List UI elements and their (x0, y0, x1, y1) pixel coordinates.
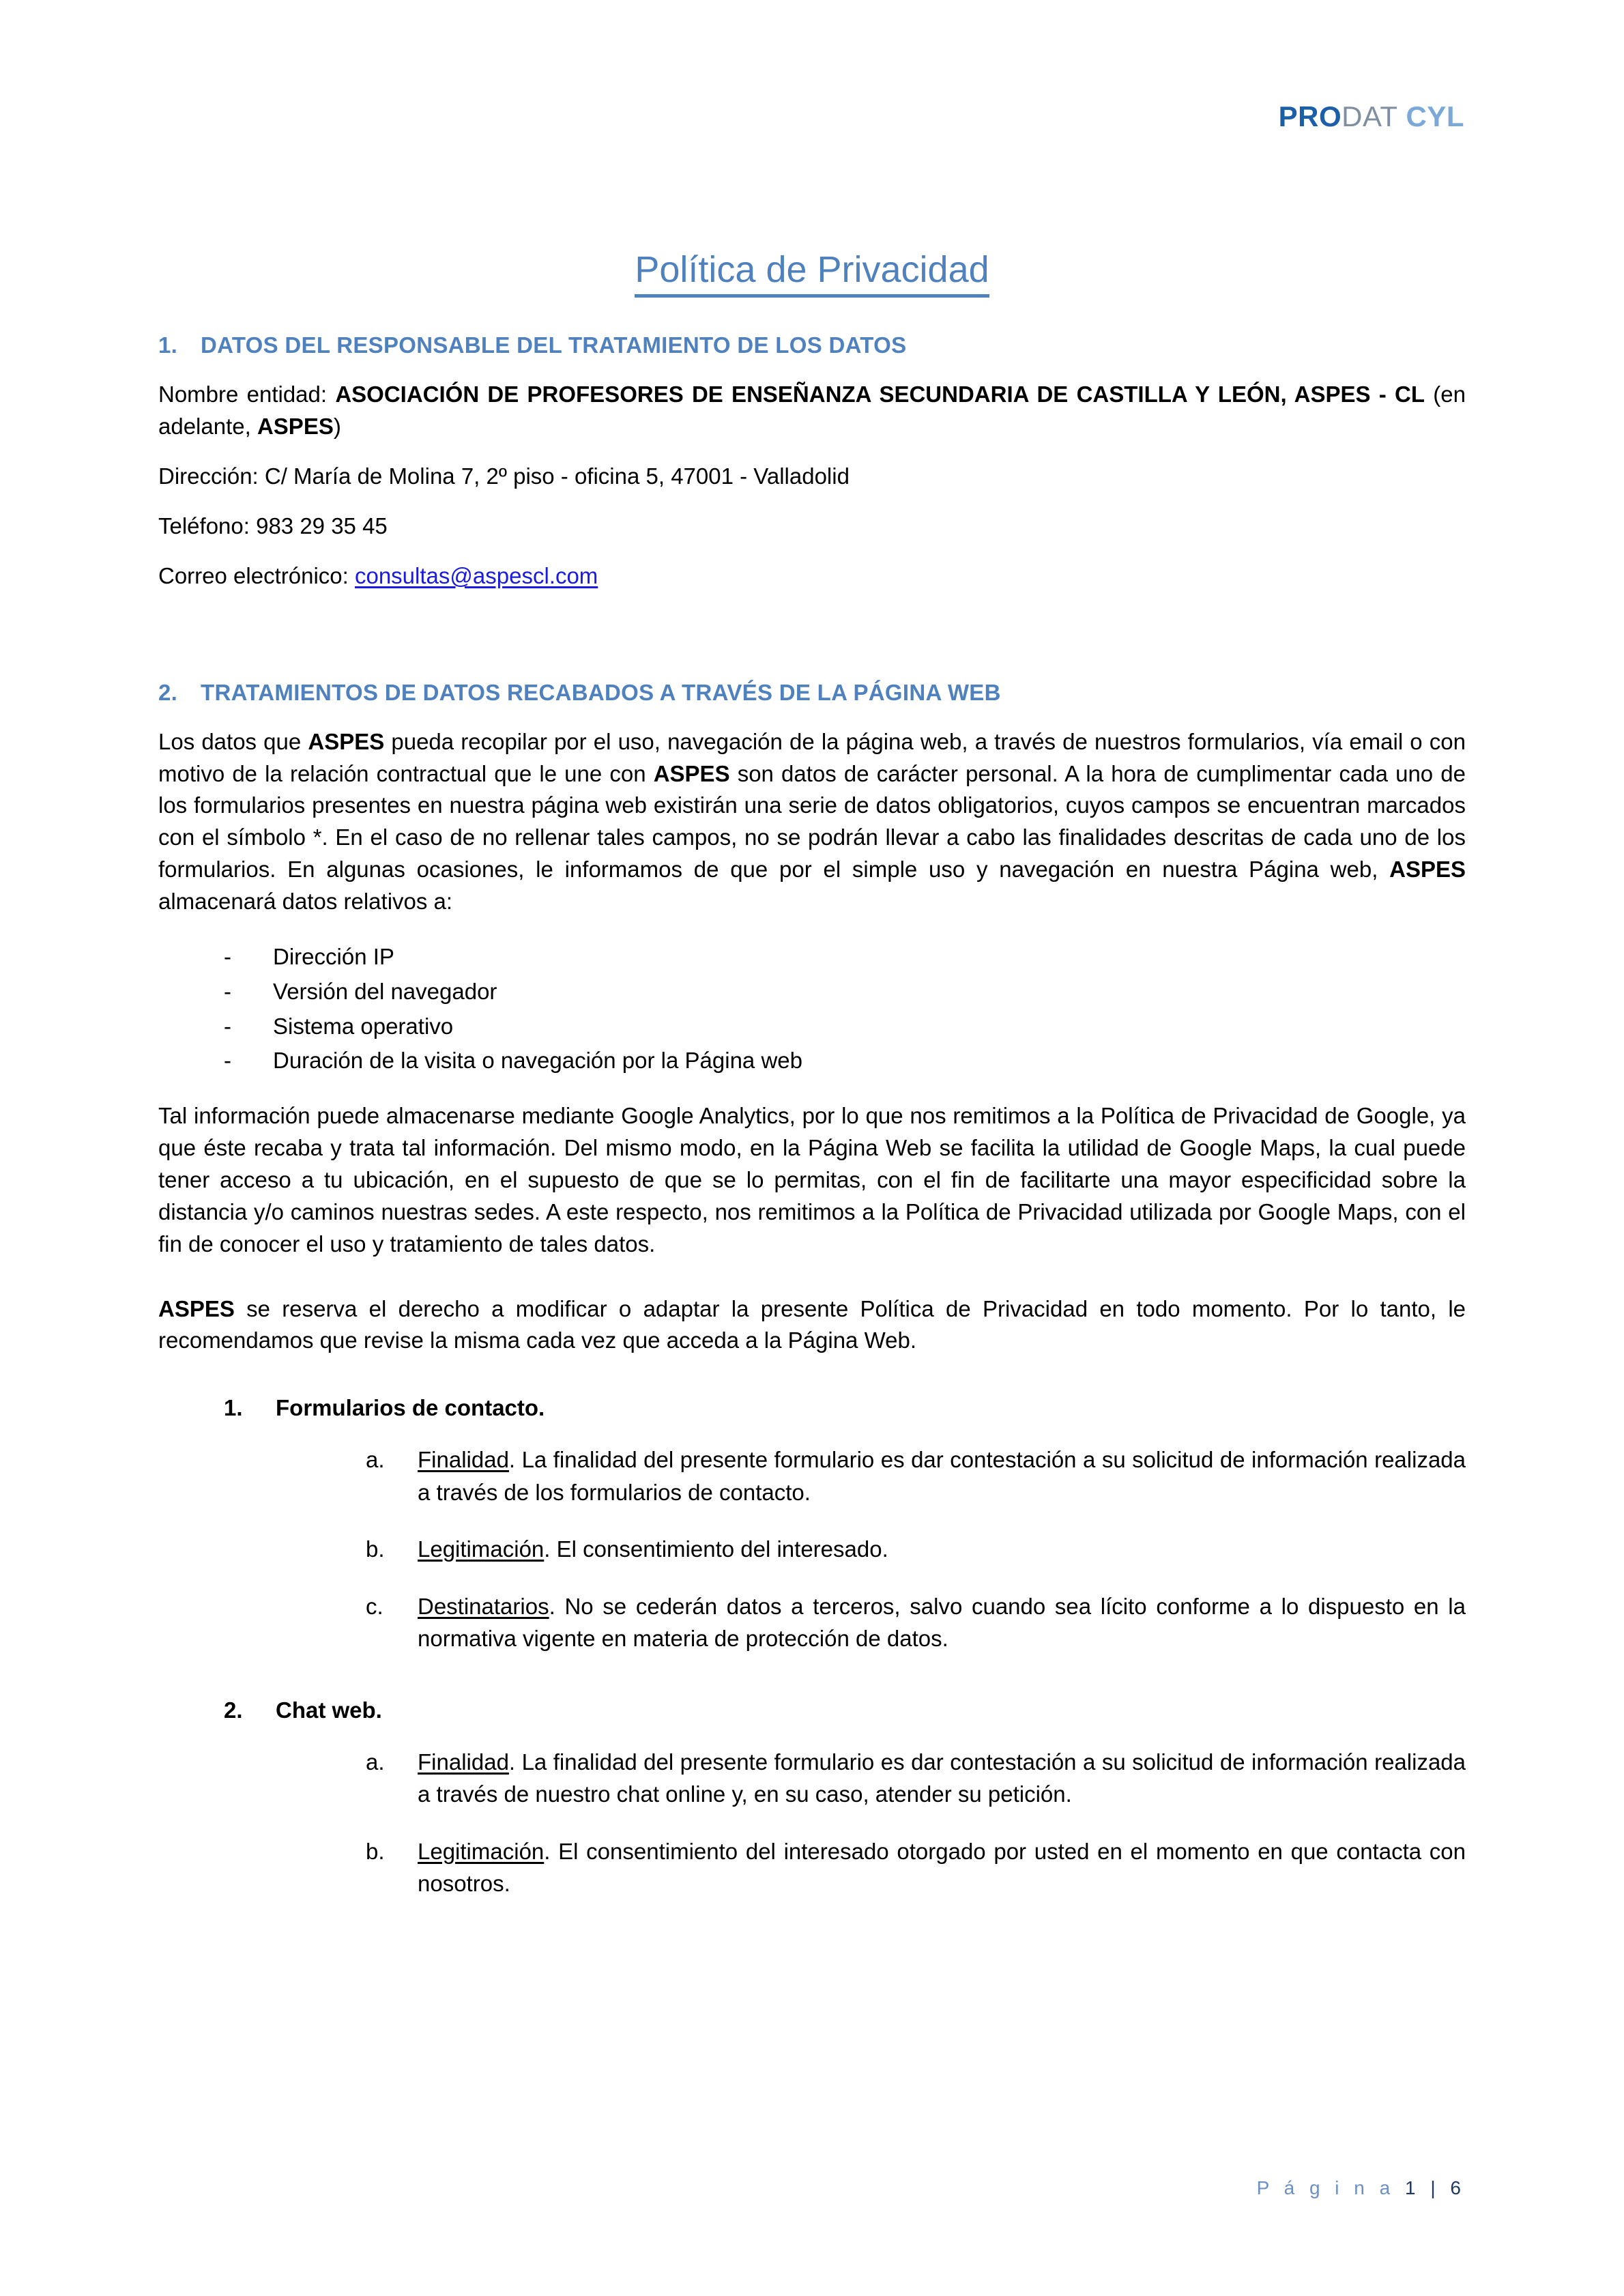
intro-bold-3: ASPES (1389, 857, 1466, 882)
list-item (158, 1011, 1466, 1043)
subitem-term: Legitimación (418, 1838, 545, 1864)
entity-name-label: Nombre entidad: (158, 382, 336, 407)
subitem-legitimacion (158, 1835, 1466, 1900)
list-item-label: Duración de la visita o navegación por la Página web (273, 1048, 802, 1074)
section-heading-1 (158, 332, 1466, 358)
treatment-item-1-title: Formularios de contacto. (276, 1395, 545, 1421)
subitem-text: . La finalidad del presente formulario es dar contestación a su solicitud de información realizada a través de nuestro chat online y, en su caso, atender su petición. (418, 1749, 1466, 1807)
entity-alias-end: ) (333, 414, 341, 440)
treatment-item-2-number: 2. (224, 1697, 243, 1723)
phone-line: Teléfono: 983 29 35 45 (158, 513, 388, 539)
spacer (158, 1680, 1466, 1695)
subitem-destinatarios (158, 1590, 1466, 1655)
subitem-content (418, 1590, 1466, 1655)
intro-paragraph (158, 726, 1466, 918)
page-footer (158, 2177, 1466, 2199)
page-title (158, 250, 1466, 290)
bullet-dash-icon: - (224, 978, 231, 1004)
entity-alias-value: ASPES (257, 414, 334, 440)
subitem-finalidad (158, 1444, 1466, 1508)
prodat-cyl-logo (1279, 102, 1466, 131)
subitem-content (418, 1746, 1466, 1811)
spacer (158, 610, 1466, 637)
treatment-item-1-subitems (158, 1444, 1466, 1655)
subitem-term: Destinatarios (418, 1593, 549, 1619)
subitem-label: b. (366, 1838, 385, 1864)
subitem-label: a. (366, 1447, 385, 1473)
list-item (158, 1045, 1466, 1077)
subitem-label: c. (366, 1593, 383, 1619)
list-item-label: Dirección IP (273, 943, 394, 969)
entity-name-line (158, 379, 1466, 443)
section-heading-2 (158, 680, 1466, 706)
bullet-dash-icon: - (224, 943, 231, 969)
subitem-term: Finalidad (418, 1447, 509, 1473)
subitem-content (418, 1444, 1466, 1508)
list-item-label: Versión del navegador (273, 978, 497, 1004)
list-item (158, 941, 1466, 973)
section-1-title: DATOS DEL RESPONSABLE DEL TRATAMIENTO DE LOS DATOS (201, 332, 907, 358)
intro-text-2: pueda recopilar por el uso, navegación de la página web, a través de nuestros formularios, vía email o con motivo de la relación contractual que le une con (158, 728, 1466, 786)
stored-data-list (158, 941, 1466, 1077)
email-line (158, 560, 1466, 592)
subitem-finalidad (158, 1746, 1466, 1811)
subitem-label: b. (366, 1536, 385, 1562)
bullet-dash-icon: - (224, 1048, 231, 1074)
subitem-content (418, 1835, 1466, 1900)
subitem-term: Finalidad (418, 1749, 509, 1775)
logo-part-cyl: CYL (1406, 100, 1464, 132)
intro-text-3: son datos de carácter personal. A la hora de cumplimentar cada uno de los formularios presentes en nuestra página web existirán una serie de datos obligatorios, cuyos campos se encuentran marcados con el símbolo *. En el caso de no rellenar tales campos, no se podrán llevar a cabo las finalidades descritas de cada uno de los formularios. En algunas ocasiones, le informamos de que por el simple uso y navegación en nuestra Página web, (158, 760, 1466, 882)
subitem-text: . El consentimiento del interesado. (544, 1536, 888, 1562)
subitem-text: . La finalidad del presente formulario es dar contestación a su solicitud de información realizada a través de los formularios de contacto. (418, 1447, 1466, 1505)
intro-bold-2: ASPES (653, 760, 730, 786)
subitem-term: Legitimación (418, 1536, 545, 1562)
google-services-paragraph: Tal información puede almacenarse mediante Google Analytics, por lo que nos remitimos a la Política de Privacidad de Google, ya que éste recaba y trata tal información. Del mismo modo, en la Página Web se facilita la utilidad de Google Maps, la cual puede tener acceso a tu ubicación, en el supuesto de que se lo permitas, con el fin de facilitarte una mayor especificidad sobre la distancia y/o caminos nuestras sedes. A este respecto, nos remitimos a la Política de Privacidad utilizada por Google Maps, con el fin de conocer el uso y tratamiento de tales datos. (158, 1103, 1466, 1257)
subitem-legitimacion (158, 1533, 1466, 1566)
email-label: Correo electrónico: (158, 562, 355, 588)
intro-text-4: almacenará datos relativos a: (158, 888, 453, 914)
modification-rights-text: se reserva el derecho a modificar o adaptar la presente Política de Privacidad en todo momento. Por lo tanto, le recomendamos que revise la misma cada vez que acceda a la Página Web. (158, 1295, 1466, 1353)
bullet-dash-icon: - (224, 1013, 231, 1039)
subitem-text: . El consentimiento del interesado otorgado por usted en el momento en que contacta con nosotros. (418, 1838, 1466, 1897)
footer-page-label: P á g i n a (1256, 2177, 1406, 2198)
list-item-label: Sistema operativo (273, 1013, 454, 1039)
spacer (158, 1278, 1466, 1293)
subitem-text: . No se cederán datos a terceros, salvo cuando sea lícito conforme a lo dispuesto en la normativa vigente en materia de protección de datos. (418, 1593, 1466, 1652)
intro-bold-1: ASPES (308, 728, 385, 754)
modification-rights-paragraph (158, 1293, 1466, 1358)
treatment-items-list (158, 1392, 1466, 1899)
address-line: Dirección: C/ María de Molina 7, 2º piso - oficina 5, 47001 - Valladolid (158, 463, 850, 489)
treatment-item-2-heading (158, 1695, 1466, 1727)
intro-text-1: Los datos que (158, 728, 308, 754)
page-title-text: Política de Privacidad (635, 249, 989, 298)
treatment-item-2-subitems (158, 1746, 1466, 1900)
treatment-item-1-heading (158, 1392, 1466, 1424)
entity-name-value: ASOCIACIÓN DE PROFESORES DE ENSEÑANZA SECUNDARIA DE CASTILLA Y LEÓN, ASPES - CL (335, 382, 1425, 407)
logo-part-pro: PRO (1278, 100, 1342, 132)
subitem-content (418, 1533, 1466, 1566)
section-2-title: TRATAMIENTOS DE DATOS RECABADOS A TRAVÉS DE LA PÁGINA WEB (201, 679, 1001, 705)
entity-alias-mid: (en adelante, (158, 382, 1466, 440)
section-2-number: 2. (158, 679, 178, 705)
aspes-bold: ASPES (158, 1295, 235, 1321)
list-item (158, 976, 1466, 1008)
email-link[interactable]: consultas@aspescl.com (354, 562, 598, 588)
treatment-item-2-title: Chat web. (276, 1697, 382, 1723)
treatment-item-1-number: 1. (224, 1395, 243, 1421)
page-header (158, 102, 1466, 184)
section-1-number: 1. (158, 332, 178, 358)
footer-page-numbers: 1 | 6 (1405, 2177, 1466, 2198)
logo-part-dat: DAT (1342, 100, 1398, 132)
subitem-label: a. (366, 1749, 385, 1775)
